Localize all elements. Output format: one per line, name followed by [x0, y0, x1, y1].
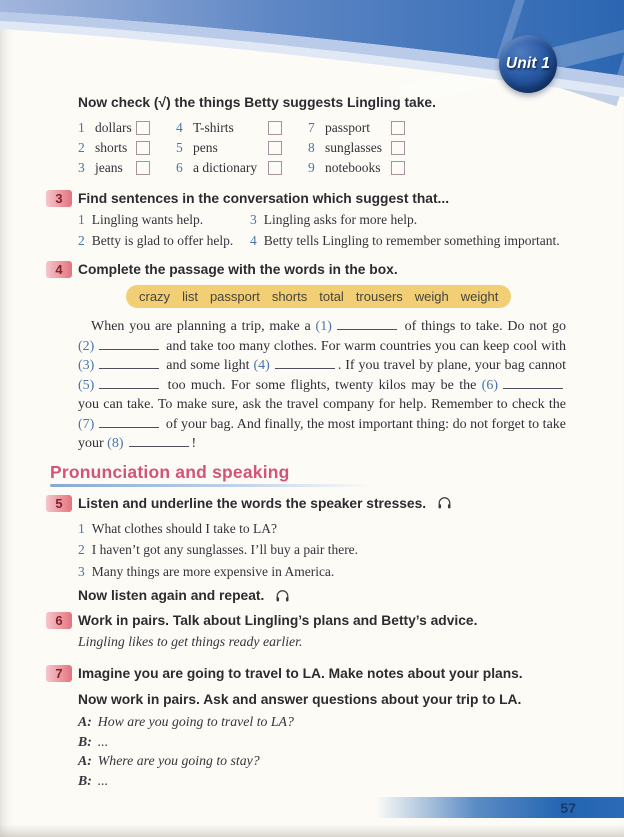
section-5-heading-row: [46, 494, 624, 513]
dialog-text: ...: [97, 772, 109, 788]
headphones-icon: [437, 496, 452, 510]
check-item-grid: [78, 118, 624, 178]
fill-blank[interactable]: [99, 415, 159, 427]
item-number: 7: [308, 120, 315, 135]
example-sentence: Lingling likes to get things ready earlier.: [78, 634, 303, 649]
passage-text: and take too many clothes. For warm countries you can keep cool with: [162, 338, 566, 354]
item-text: Betty tells Lingling to remember something important.: [263, 233, 560, 248]
section-7-subheading: Now work in pairs. Ask and answer questions about your trip to LA.: [78, 692, 522, 707]
check-item: [78, 138, 150, 158]
checkbox[interactable]: [136, 141, 150, 155]
checkbox[interactable]: [268, 141, 282, 155]
word-box: [126, 285, 511, 308]
check-item: [308, 118, 405, 138]
item-number: 3: [250, 212, 257, 227]
checkbox[interactable]: [391, 161, 405, 175]
check-item: [176, 158, 282, 178]
cloze-passage: [78, 317, 566, 454]
item-number: 1: [78, 212, 85, 227]
list-item: [250, 212, 624, 233]
fill-blank[interactable]: [99, 357, 159, 369]
item-number: 9: [308, 160, 315, 175]
word-box-word: weigh: [414, 289, 449, 304]
fill-blank[interactable]: [99, 376, 159, 388]
dialog-line: [78, 712, 624, 732]
dialog-text: Where are you going to stay?: [97, 753, 260, 768]
item-label: pens: [193, 140, 218, 155]
word-box-word: weight: [460, 289, 499, 304]
fill-blank[interactable]: [275, 357, 335, 369]
section-5-list: [78, 518, 624, 583]
speaker-label: A:: [78, 753, 92, 768]
check-item: [78, 118, 150, 138]
list-item: [250, 233, 624, 254]
word-box-word: crazy: [139, 289, 171, 304]
dialog-line: [78, 771, 624, 791]
section-number-badge: 3: [46, 190, 72, 207]
item-number: 2: [78, 140, 85, 155]
item-text: What clothes should I take to LA?: [91, 520, 277, 536]
checkbox[interactable]: [136, 161, 150, 175]
speaker-label: A:: [78, 714, 92, 729]
blank-number: (4): [253, 358, 270, 373]
list-item: [78, 212, 250, 233]
item-number: 4: [250, 233, 257, 248]
heading-underline: [50, 484, 372, 487]
headphones-icon: [275, 589, 290, 603]
passage-text: too much. For some flights, twenty kilos may be the: [162, 377, 482, 393]
list-item: [78, 561, 624, 583]
page-content: [0, 92, 624, 790]
item-number: 8: [308, 140, 315, 155]
section-3-list: [78, 212, 624, 254]
section-7-heading-row: [46, 664, 624, 683]
unit-badge-label: Unit 1: [505, 55, 551, 72]
item-text: I haven’t got any sunglasses. I’ll buy a pair there.: [91, 542, 359, 557]
repeat-instruction-text: Now listen again and repeat.: [78, 588, 265, 603]
fill-blank[interactable]: [503, 376, 563, 388]
list-item: [78, 539, 624, 561]
page-bottom-edge: [0, 824, 624, 837]
checkbox[interactable]: [391, 141, 405, 155]
item-number: 6: [176, 160, 183, 175]
item-number: 5: [176, 140, 183, 155]
item-label: T-shirts: [193, 120, 234, 135]
section-number-badge: 4: [46, 261, 72, 278]
checkbox[interactable]: [391, 121, 405, 135]
item-number: 3: [78, 563, 85, 579]
dialog-line: [78, 751, 624, 771]
dialog-text: How are you going to travel to LA?: [97, 714, 294, 729]
section-4-heading: Complete the passage with the words in the box.: [78, 262, 398, 277]
checkbox[interactable]: [136, 121, 150, 135]
item-text: Lingling wants help.: [91, 212, 204, 227]
section-4-heading-row: [46, 260, 624, 279]
word-box-word: shorts: [271, 289, 308, 304]
section-7-heading: Imagine you are going to travel to LA. Make notes about your plans.: [78, 666, 523, 681]
item-number: 4: [176, 120, 183, 135]
word-box-word: passport: [209, 289, 260, 304]
passage-text: When you are planning a trip, make a: [91, 319, 316, 334]
fill-blank[interactable]: [129, 435, 189, 447]
item-label: sunglasses: [325, 140, 382, 155]
blank-number: (2): [78, 338, 95, 354]
passage-text: of your bag. And finally, the most important thing: do not forget to take your: [78, 416, 566, 451]
blank-number: (5): [78, 377, 95, 393]
item-label: dollars: [95, 120, 132, 135]
check-item: [176, 138, 282, 158]
repeat-instruction: [78, 588, 624, 603]
word-box-word: list: [182, 289, 198, 304]
check-item: [176, 118, 282, 138]
item-label: jeans: [95, 160, 123, 175]
word-box-word: trousers: [355, 289, 403, 304]
section-5-heading: [78, 494, 452, 513]
dialog-block: [78, 712, 624, 790]
blank-number: (7): [78, 416, 95, 432]
section-number-badge: 7: [46, 665, 72, 682]
section-number-badge: 6: [46, 612, 72, 629]
section-6-heading: Work in pairs. Talk about Lingling’s plans and Betty’s advice.: [78, 613, 478, 628]
fill-blank[interactable]: [337, 318, 397, 330]
passage-text: . If you travel by plane, your bag cannot: [337, 358, 566, 373]
passage-text: and some light: [162, 358, 254, 373]
item-number: 1: [78, 120, 85, 135]
item-label: a dictionary: [193, 160, 258, 175]
section-3-heading: Find sentences in the conversation which suggest that...: [78, 191, 450, 206]
item-number: 2: [78, 233, 85, 248]
check-item: [308, 138, 405, 158]
blank-number: (6): [481, 377, 498, 393]
list-item: [78, 518, 624, 540]
blank-number: (3): [78, 358, 95, 373]
speaker-label: B:: [78, 733, 92, 749]
section-number-badge: 5: [46, 495, 72, 512]
passage-text: you can take. To make sure, ask the travel company for help. Remember to check the: [78, 397, 566, 412]
word-box-wrap: [126, 285, 624, 308]
section-3-heading-row: [46, 189, 624, 208]
section-6-heading-row: [46, 611, 624, 630]
check-item: [78, 158, 150, 178]
blank-number: (1): [315, 319, 332, 334]
passage-text: !: [191, 436, 197, 451]
item-number: 1: [78, 520, 85, 536]
dialog-line: [78, 732, 624, 752]
page-number: 57: [560, 799, 576, 816]
checkbox[interactable]: [268, 121, 282, 135]
unit-badge: [499, 35, 557, 93]
check-section-heading: Now check (√) the things Betty suggests Lingling take.: [78, 95, 436, 110]
section-5-heading-text: Listen and underline the words the speaker stresses.: [78, 495, 427, 511]
list-item: [78, 233, 250, 254]
blank-number: (8): [107, 436, 124, 451]
check-item: [308, 158, 405, 178]
passage-text: of things to take. Do not go: [399, 319, 566, 334]
dialog-text: ...: [97, 733, 109, 749]
item-label: passport: [325, 120, 370, 135]
word-box-word: total: [319, 289, 344, 304]
item-text: Betty is glad to offer help.: [91, 233, 234, 248]
item-label: shorts: [95, 140, 128, 155]
speaker-label: B:: [78, 772, 92, 788]
checkbox[interactable]: [268, 161, 282, 175]
item-number: 3: [78, 160, 85, 175]
item-number: 2: [78, 542, 85, 557]
pronunciation-heading: Pronunciation and speaking: [50, 461, 290, 482]
item-label: notebooks: [325, 160, 381, 175]
item-text: Lingling asks for more help.: [263, 212, 418, 227]
item-text: Many things are more expensive in America.: [91, 563, 335, 579]
fill-blank[interactable]: [99, 337, 159, 349]
footer-bar: [376, 797, 624, 818]
